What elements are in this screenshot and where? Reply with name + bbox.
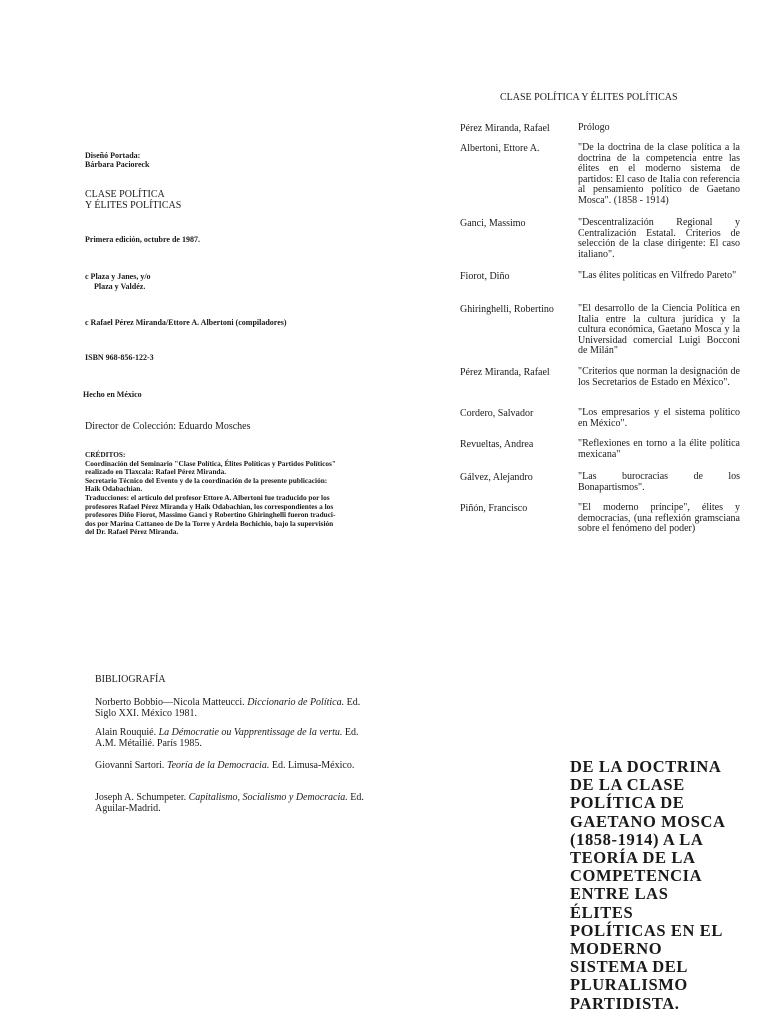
- isbn: ISBN 968-856-122-3: [85, 353, 154, 362]
- credits-line: Haik Odabachian.: [85, 484, 143, 494]
- credits-line: Traducciones: el artículo del profesor Ettore A. Albertoni fue traducido por los: [85, 492, 330, 502]
- bibliography-entry: [95, 792, 375, 814]
- page-header-title: CLASE POLÍTICA Y ÉLITES POLÍTICAS: [500, 92, 678, 103]
- credits-block: [85, 451, 385, 537]
- bib-rest: Ed. Aguilar-Madrid.: [95, 792, 364, 814]
- credits-heading: CRÉDITOS:: [85, 450, 126, 459]
- toc-title: "Reflexiones en torno a la élite política mexicana": [578, 438, 740, 460]
- toc-author: Pérez Miranda, Rafael: [460, 367, 550, 378]
- bibliography-entry: [95, 727, 375, 749]
- bib-work: Diccionario de Política.: [247, 697, 345, 708]
- book-title-line2: Y ÉLITES POLÍTICAS: [85, 200, 182, 211]
- bib-author: Joseph A. Schumpeter.: [95, 792, 187, 803]
- toc-title: "De la doctrina de la clase política a la doctrina de la competencia entre las élites en el moderno sistema de partidos: El caso de Italia con referencia al pensamiento político de Gaetano Mosca". (1858 - 1914): [578, 142, 740, 206]
- toc-title: "Criterios que norman la designación de los Secretarios de Estado en México".: [578, 366, 740, 388]
- bib-author: Norberto Bobbio—Nicola Matteucci.: [95, 697, 245, 708]
- toc-title: Prólogo: [578, 122, 610, 133]
- toc-author: Albertoni, Ettore A.: [460, 143, 540, 154]
- bib-author: Giovanni Sartori.: [95, 760, 165, 771]
- toc-title: "Descentralización Regional y Centralización Estatal. Criterios de selección de la clase dirigente: El caso italiano".: [578, 217, 740, 260]
- toc-author: Cordero, Salvador: [460, 408, 534, 419]
- bibliography-entry: [95, 697, 375, 719]
- toc-author: Revueltas, Andrea: [460, 439, 534, 450]
- bib-work: La Démocratie ou Vapprentissage de la vertu.: [158, 727, 343, 738]
- copyright-publisher-line2: Plaza y Valdéz.: [94, 282, 146, 291]
- credits-line: profesores Rafael Pérez Miranda y Haik Odabachian, los correspondientes a los: [85, 501, 334, 511]
- bib-author: Alain Rouquié.: [95, 727, 157, 738]
- book-title-line1: CLASE POLÍTICA: [85, 189, 165, 200]
- bibliography-heading: BIBLIOGRAFÍA: [95, 674, 166, 685]
- toc-title: "El desarrollo de la Ciencia Política en Italia entre la cultura jurídica y la cultura económica, Gaetano Mosca y la Universidad comercial Luigi Bocconi de Milán": [578, 303, 740, 356]
- credits-line: dos por Marina Cattaneo de De la Torre y Ardela Bochichio, bajo la supervisión: [85, 518, 334, 528]
- credits-line: Secretario Técnico del Evento y de la coordinación de la presente publicación:: [85, 475, 328, 485]
- edition: Primera edición, octubre de 1987.: [85, 235, 200, 244]
- toc-author: Piñón, Francisco: [460, 503, 528, 514]
- bib-work: Capitalismo, Socialismo y Democracia.: [188, 792, 348, 803]
- design-name: Bárbara Pacioreck: [85, 160, 150, 169]
- credits-line: Coordinación del Seminario "Clase Política, Élites Políticas y Partidos Políticos": [85, 458, 336, 468]
- toc-author: Ganci, Massimo: [460, 218, 526, 229]
- bib-rest: Ed. A.M. Métailié. París 1985.: [95, 727, 359, 749]
- made-in: Hecho en México: [83, 390, 142, 399]
- bib-work: Teoría de la Democracia.: [166, 760, 270, 771]
- bibliography-entry: [95, 760, 375, 771]
- credits-line: profesores Diño Fiorot, Massimo Ganci y Robertino Ghiringhelli fueron traduci-: [85, 510, 336, 520]
- toc-title: "Los empresarios y el sistema político en México".: [578, 407, 740, 429]
- toc-author: Gálvez, Alejandro: [460, 472, 533, 483]
- toc-title: "El moderno príncipe", élites y democracias, (una reflexión gramsciana sobre el fenómeno del poder): [578, 502, 740, 534]
- toc-title: "Las élites políticas en Vilfredo Pareto": [578, 270, 737, 281]
- bib-rest: Ed. Siglo XXI. México 1981.: [95, 697, 361, 719]
- credits-line: realizado en Tlaxcala: Rafael Pérez Miranda.: [85, 467, 227, 477]
- toc-author: Ghiringhelli, Robertino: [460, 304, 554, 315]
- credits-line: del Dr. Rafael Pérez Miranda.: [85, 527, 179, 537]
- toc-author: Fiorot, Diño: [460, 271, 510, 282]
- design-label: Diseñó Portada:: [85, 151, 141, 160]
- collection-director: Director de Colección: Eduardo Mosches: [85, 421, 251, 432]
- copyright-compilers: c Rafael Pérez Miranda/Ettore A. Albertoni (compiladores): [85, 318, 287, 327]
- toc-title: "Las burocracias de los Bonapartismos".: [578, 471, 740, 493]
- copyright-publisher-line1: c Plaza y Janes, y/o: [85, 272, 151, 281]
- bib-rest: Ed. Limusa-México.: [271, 760, 355, 771]
- toc-author: Pérez Miranda, Rafael: [460, 123, 550, 134]
- chapter-title: DE LA DOCTRINA DE LA CLASE POLÍTICA DE GAETANO MOSCA (1858-1914) A LA TEORÍA DE LA COMPETENCIA ENTRE LAS ÉLITES POLÍTICAS EN EL MODERNO SISTEMA DEL PLURALISMO PARTIDISTA.: [570, 757, 726, 1013]
